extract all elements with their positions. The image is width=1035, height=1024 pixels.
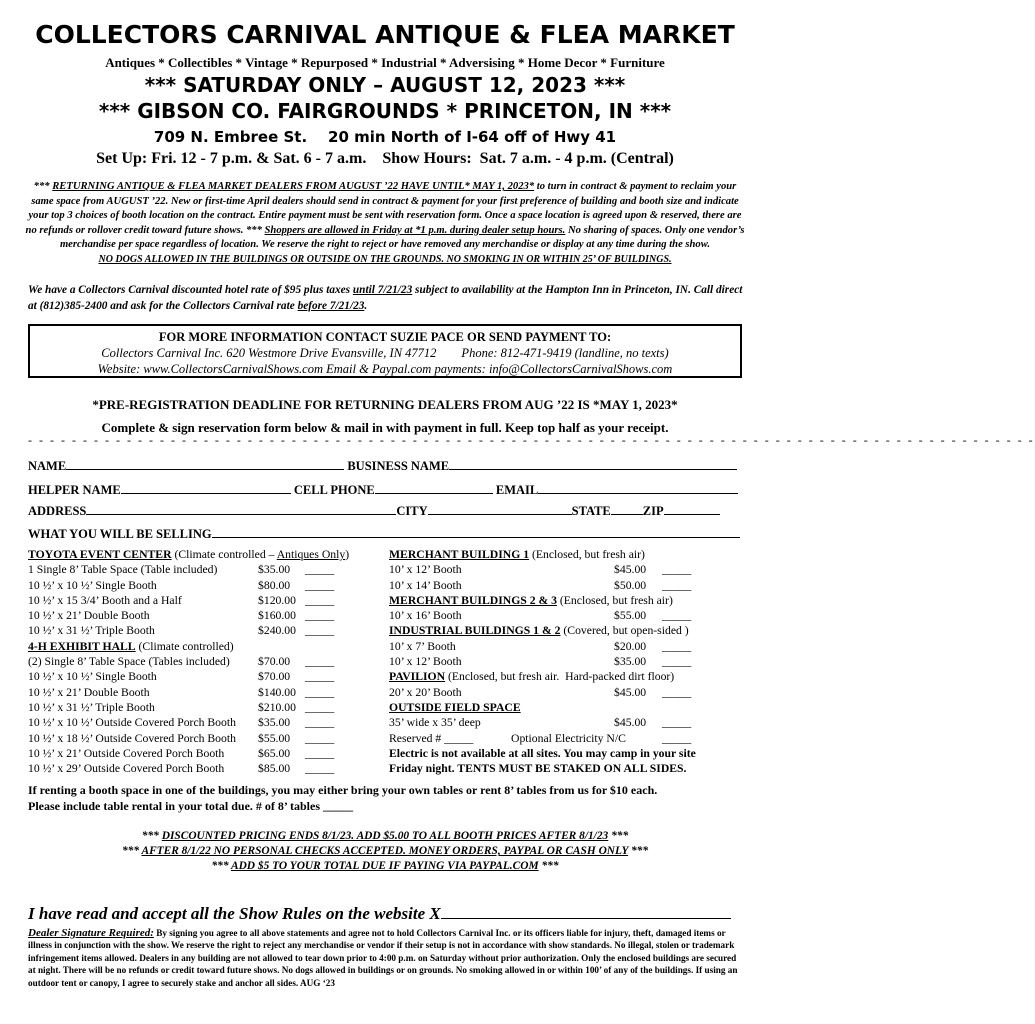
booth-row bbox=[28, 562, 378, 577]
booth-row bbox=[28, 669, 378, 684]
email-field[interactable] bbox=[538, 481, 738, 494]
building-heading: INDUSTRIAL BUILDINGS 1 & 2 bbox=[389, 624, 561, 638]
booth-row bbox=[28, 578, 378, 593]
building-note: (Climate controlled) bbox=[135, 639, 234, 653]
building-heading: TOYOTA EVENT CENTER bbox=[28, 548, 172, 561]
booth-row bbox=[28, 593, 378, 608]
rental-line: If renting a booth space in one of the buildings, you may either bring your own tables or rent 8’ tables from us for $10 each. bbox=[28, 783, 658, 797]
booth-price: $85.00 bbox=[258, 762, 291, 776]
name-label: NAME bbox=[28, 459, 67, 473]
booth-size: 10’ x 12’ Booth bbox=[389, 563, 462, 577]
booth-price: $140.00 bbox=[258, 685, 296, 699]
booth-price: $35.00 bbox=[258, 563, 291, 577]
hotel-info bbox=[28, 283, 748, 314]
selling-field[interactable] bbox=[212, 525, 740, 538]
page-title: COLLECTORS CARNIVAL ANTIQUE & FLEA MARKET bbox=[35, 20, 735, 49]
booth-size: 1 Single 8’ Table Space (Table included) bbox=[28, 563, 218, 577]
accept-text: I have read and accept all the Show Rules on the website X bbox=[28, 904, 441, 923]
booth-row bbox=[389, 547, 739, 562]
quantity-blank[interactable]: _____ bbox=[305, 593, 335, 607]
quantity-blank[interactable]: _____ bbox=[662, 716, 692, 730]
booth-row bbox=[389, 685, 739, 700]
contact-address: Collectors Carnival Inc. 620 Westmore Drive Evansville, IN 47712 Phone: 812-471-9419 (landline, no texts) bbox=[101, 346, 669, 360]
deadline-notice: *PRE-REGISTRATION DEADLINE FOR RETURNING DEALERS FROM AUG ’22 IS *MAY 1, 2023* bbox=[92, 397, 678, 412]
hotel-text: We have a Collectors Carnival discounted hotel rate of $95 plus taxes bbox=[28, 284, 353, 296]
booth-row bbox=[28, 761, 378, 776]
quantity-blank[interactable]: _____ bbox=[305, 731, 335, 745]
booth-price: $45.00 bbox=[614, 716, 647, 730]
building-heading: 4-H EXHIBIT HALL bbox=[28, 639, 136, 653]
booth-row bbox=[389, 639, 739, 654]
discount-notice bbox=[0, 829, 770, 875]
helper-label: HELPER NAME bbox=[28, 483, 121, 497]
booth-size: 10 ½’ x 29’ Outside Covered Porch Booth bbox=[28, 762, 225, 776]
booth-size: 10 ½’ x 10 ½’ Outside Covered Porch Booth bbox=[28, 716, 236, 730]
quantity-blank[interactable]: _____ bbox=[662, 655, 692, 669]
booth-size: 10 ½’ x 21’ Outside Covered Porch Booth bbox=[28, 746, 225, 760]
fine-print bbox=[28, 927, 744, 989]
form-row-helper bbox=[28, 481, 744, 498]
signature-field[interactable] bbox=[441, 904, 731, 919]
booth-size: (2) Single 8’ Table Space (Tables included) bbox=[28, 655, 230, 669]
booth-price: $70.00 bbox=[258, 655, 291, 669]
booth-price: $65.00 bbox=[258, 746, 291, 760]
booth-size: 35’ wide x 35’ deep bbox=[389, 716, 481, 730]
booth-price: $45.00 bbox=[614, 563, 647, 577]
booth-row bbox=[389, 623, 739, 638]
building-heading: OUTSIDE FIELD SPACE bbox=[389, 700, 521, 714]
address-field[interactable] bbox=[86, 502, 396, 515]
cut-line: - - - - - - - - - - - - - - - - - - - - - - - - - - - - - - - - - - - - - - - - - - - - - - - - - - - - - - - - - - - - - - - - - - - - - - - - - - - - - - - - - - - - - - - - - - - - bbox=[28, 433, 1035, 447]
signature-label: Dealer Signature Required: bbox=[28, 927, 154, 939]
contact-heading: FOR MORE INFORMATION CONTACT SUZIE PACE OR SEND PAYMENT TO: bbox=[158, 330, 612, 344]
booth-size: 10’ x 14’ Booth bbox=[389, 578, 462, 592]
electricity-option: Optional Electricity N/C bbox=[511, 731, 626, 745]
helper-field[interactable] bbox=[121, 481, 291, 494]
stars: *** bbox=[121, 845, 140, 858]
booth-size: 10 ½’ x 15 3/4’ Booth and a Half bbox=[28, 593, 182, 607]
booth-price: $35.00 bbox=[614, 655, 647, 669]
booth-size: 10 ½’ x 21’ Double Booth bbox=[28, 685, 150, 699]
booth-price: $210.00 bbox=[258, 700, 296, 714]
booth-price: $120.00 bbox=[258, 593, 296, 607]
quantity-blank[interactable]: _____ bbox=[305, 563, 335, 577]
building-heading: MERCHANT BUILDING 1 bbox=[389, 548, 530, 561]
state-label: STATE bbox=[571, 504, 611, 518]
booth-row bbox=[389, 593, 739, 608]
booth-row bbox=[28, 608, 378, 623]
booth-row bbox=[28, 746, 378, 761]
booth-row bbox=[28, 623, 378, 638]
booth-size: 10 ½’ x 10 ½’ Single Booth bbox=[28, 578, 157, 592]
booth-price: $50.00 bbox=[614, 578, 647, 592]
notice-underlined: RETURNING ANTIQUE & FLEA MARKET DEALERS FROM AUGUST ’22 HAVE UNTIL* MAY 1, 2023* bbox=[52, 181, 535, 192]
booth-size: 10 ½’ x 31 ½’ Triple Booth bbox=[28, 700, 155, 714]
booth-row bbox=[389, 746, 739, 761]
venue-line: *** GIBSON CO. FAIRGROUNDS * PRINCETON, IN *** bbox=[98, 99, 672, 123]
hotel-text: subject to availability at the Hampton Inn in Princeton, IN. Call direct at (812)385-2400 and ask for the Collectors Carnival rate bbox=[28, 284, 743, 312]
booth-row bbox=[389, 669, 739, 684]
quantity-blank[interactable]: _____ bbox=[305, 624, 335, 638]
no-dogs-notice: NO DOGS ALLOWED IN THE BUILDINGS OR OUTSIDE ON THE GROUNDS. NO SMOKING IN OR WITHIN 25’ OF BUILDINGS. bbox=[98, 253, 672, 265]
booth-row bbox=[389, 700, 739, 715]
quantity-blank[interactable]: _____ bbox=[305, 746, 335, 760]
booth-row bbox=[389, 562, 739, 577]
booth-row bbox=[28, 654, 378, 669]
quantity-blank[interactable]: _____ bbox=[662, 609, 692, 623]
electric-note: Electric is not available at all sites. You may camp in your site bbox=[389, 746, 696, 760]
zip-field[interactable] bbox=[664, 502, 720, 515]
booth-size: 10 ½’ x 21’ Double Booth bbox=[28, 609, 150, 623]
quantity-blank[interactable]: _____ bbox=[662, 639, 692, 653]
quantity-blank[interactable]: _____ bbox=[305, 762, 335, 776]
electric-note: Friday night. TENTS MUST BE STAKED ON ALL SIDES. bbox=[389, 762, 687, 776]
booth-size: 10’ x 7’ Booth bbox=[389, 639, 456, 653]
building-note: (Climate controlled – bbox=[171, 548, 277, 561]
table-rental-note bbox=[28, 783, 744, 814]
fine-print-text: By signing you agree to all above statements and agree not to hold Collectors Carnival Inc. or its officers liable for injury, theft, damaged items or illness in conjunction with the show. We reserve the right to reject any merchandise or vendor if their setup is not in accordance with show standards. No illegal, stolen or trademark infringement items allowed. Dealers in any building are not allowed to tear down prior to 4:00 p.m. on Saturday without prior authorization. Only the enclosed buildings are secured at night. There will be no refunds or credit toward future shows. No dogs allowed in buildings or on grounds. No smoking allowed in or within 100’ of any of the buildings. If using an outdoor tent or canopy, I agree to securely stake and anchor all sides. AUG ‘23 bbox=[28, 928, 738, 988]
notice-text: No sharing of spaces. Only one vendor’s merchandise per space regardless of location. We reserve the right to reject or have removed any merchandise or display at any time during the show. bbox=[59, 224, 745, 251]
hotel-text: . bbox=[364, 299, 368, 312]
complete-instructions: Complete & sign reservation form below & mail in with payment in full. Keep top half as your receipt. bbox=[101, 420, 669, 435]
booth-row bbox=[28, 731, 378, 746]
discount-line: DISCOUNTED PRICING ENDS 8/1/23. ADD $5.00 TO ALL BOOTH PRICES AFTER 8/1/23 bbox=[161, 830, 609, 842]
city-label: CITY bbox=[396, 504, 428, 518]
booth-size: 10 ½’ x 31 ½’ Triple Booth bbox=[28, 624, 155, 638]
booth-row bbox=[28, 639, 378, 654]
quantity-blank[interactable]: _____ bbox=[305, 578, 335, 592]
stars: *** bbox=[211, 860, 229, 873]
quantity-blank[interactable]: _____ bbox=[305, 609, 335, 623]
business-field[interactable] bbox=[449, 457, 737, 470]
booth-size: 10 ½’ x 10 ½’ Single Booth bbox=[28, 670, 157, 684]
rental-tables-line: Please include table rental in your total due. # of 8’ tables _____ bbox=[28, 798, 353, 813]
notice-text: to turn in contract & payment to reclaim your same space from AUGUST ’22. New or first-time April dealers should send in contract & payment for your first preference of building and booth size and indicate your top 3 choices of booth location on the contract. Entire payment must be sent with reservation form. Once a space location is agreed upon & reserved, there are no refunds or rollover credit toward future shows. *** bbox=[25, 181, 742, 236]
booth-size: Reserved # _____ bbox=[389, 731, 474, 745]
building-heading: PAVILION bbox=[389, 670, 446, 684]
booth-price: $240.00 bbox=[258, 624, 296, 638]
quantity-blank[interactable]: _____ bbox=[662, 563, 692, 577]
booth-row bbox=[389, 578, 739, 593]
notice-text: *** bbox=[33, 181, 53, 192]
stars: *** bbox=[611, 830, 629, 842]
quantity-blank[interactable]: _____ bbox=[305, 700, 335, 714]
booth-row bbox=[389, 715, 739, 730]
booth-size: 10’ x 16’ Booth bbox=[389, 609, 462, 623]
booth-size: 10’ x 12’ Booth bbox=[389, 655, 462, 669]
zip-label: ZIP bbox=[642, 504, 664, 518]
hours-line: Set Up: Fri. 12 - 7 p.m. & Sat. 6 - 7 a.m. Show Hours: Sat. 7 a.m. - 4 p.m. (Central) bbox=[96, 150, 674, 167]
booth-row bbox=[389, 731, 739, 746]
booth-row bbox=[389, 654, 739, 669]
form-row-name bbox=[28, 457, 744, 474]
building-heading: MERCHANT BUILDINGS 2 & 3 bbox=[389, 593, 557, 607]
booth-price: $70.00 bbox=[258, 670, 291, 684]
booth-size: 20’ x 20’ Booth bbox=[389, 685, 462, 699]
hotel-date: before 7/21/23 bbox=[297, 299, 365, 312]
booth-price: $55.00 bbox=[614, 609, 647, 623]
quantity-blank[interactable]: _____ bbox=[305, 670, 335, 684]
quantity-blank[interactable]: _____ bbox=[662, 731, 692, 745]
city-field[interactable] bbox=[428, 502, 572, 515]
cell-label: CELL PHONE bbox=[293, 483, 375, 497]
booth-price: $55.00 bbox=[258, 731, 291, 745]
contact-box bbox=[28, 324, 742, 378]
building-note: Antiques Only bbox=[276, 548, 346, 561]
address-label: ADDRESS bbox=[28, 504, 87, 518]
building-note: (Enclosed, but fresh air. Hard-packed dirt floor) bbox=[445, 670, 675, 684]
booth-row bbox=[28, 715, 378, 730]
hotel-date: until 7/21/23 bbox=[352, 284, 413, 296]
building-note: (Covered, but open-sided ) bbox=[560, 624, 689, 638]
booth-list-left bbox=[28, 547, 378, 776]
booth-size: 10 ½’ x 18 ½’ Outside Covered Porch Booth bbox=[28, 731, 236, 745]
notice-underlined: Shoppers are allowed in Friday at *1 p.m. during dealer setup hours. bbox=[264, 224, 566, 236]
email-label: EMAIL bbox=[495, 483, 539, 497]
name-field[interactable] bbox=[66, 457, 344, 470]
building-note: (Enclosed, but fresh air) bbox=[556, 593, 673, 607]
quantity-blank[interactable]: _____ bbox=[305, 716, 335, 730]
address-line: 709 N. Embree St. 20 min North of I-64 off of Hwy 41 bbox=[153, 128, 617, 146]
subtitle: Antiques * Collectibles * Vintage * Repurposed * Industrial * Adversising * Home Decor * Furniture bbox=[105, 55, 665, 70]
form-row-address bbox=[28, 502, 744, 519]
booth-price: $80.00 bbox=[258, 578, 291, 592]
booth-row bbox=[28, 685, 378, 700]
quantity-blank[interactable]: _____ bbox=[662, 685, 692, 699]
quantity-blank[interactable]: _____ bbox=[305, 655, 335, 669]
stars: *** bbox=[630, 845, 649, 858]
selling-label: WHAT YOU WILL BE SELLING bbox=[28, 527, 212, 541]
quantity-blank[interactable]: _____ bbox=[662, 578, 692, 592]
state-field[interactable] bbox=[611, 502, 643, 515]
stars: *** bbox=[141, 830, 159, 842]
building-note: ) bbox=[345, 548, 350, 561]
booth-price: $45.00 bbox=[614, 685, 647, 699]
contact-website: Website: www.CollectorsCarnivalShows.com Email & Paypal.com payments: info@CollectorsCarnivalShows.com bbox=[97, 362, 673, 376]
booth-row bbox=[389, 608, 739, 623]
building-note: (Enclosed, but fresh air) bbox=[529, 548, 645, 561]
accept-rules bbox=[28, 904, 744, 924]
business-label: BUSINESS NAME bbox=[347, 459, 450, 473]
booth-row bbox=[28, 547, 378, 562]
paypal-line: ADD $5 TO YOUR TOTAL DUE IF PAYING VIA PAYPAL.COM bbox=[230, 860, 539, 873]
stars: *** bbox=[541, 860, 559, 873]
booth-price: $35.00 bbox=[258, 716, 291, 730]
booth-row bbox=[28, 700, 378, 715]
booth-row bbox=[389, 761, 739, 776]
booth-price: $160.00 bbox=[258, 609, 296, 623]
booth-list-right bbox=[389, 547, 739, 776]
cell-field[interactable] bbox=[375, 481, 493, 494]
dealer-notice bbox=[24, 180, 746, 268]
form-row-selling bbox=[28, 525, 744, 542]
quantity-blank[interactable]: _____ bbox=[305, 685, 335, 699]
booth-price: $20.00 bbox=[614, 639, 647, 653]
payment-line: AFTER 8/1/22 NO PERSONAL CHECKS ACCEPTED. MONEY ORDERS, PAYPAL OR CASH ONLY bbox=[141, 845, 629, 858]
date-line: *** SATURDAY ONLY – AUGUST 12, 2023 *** bbox=[144, 73, 626, 97]
